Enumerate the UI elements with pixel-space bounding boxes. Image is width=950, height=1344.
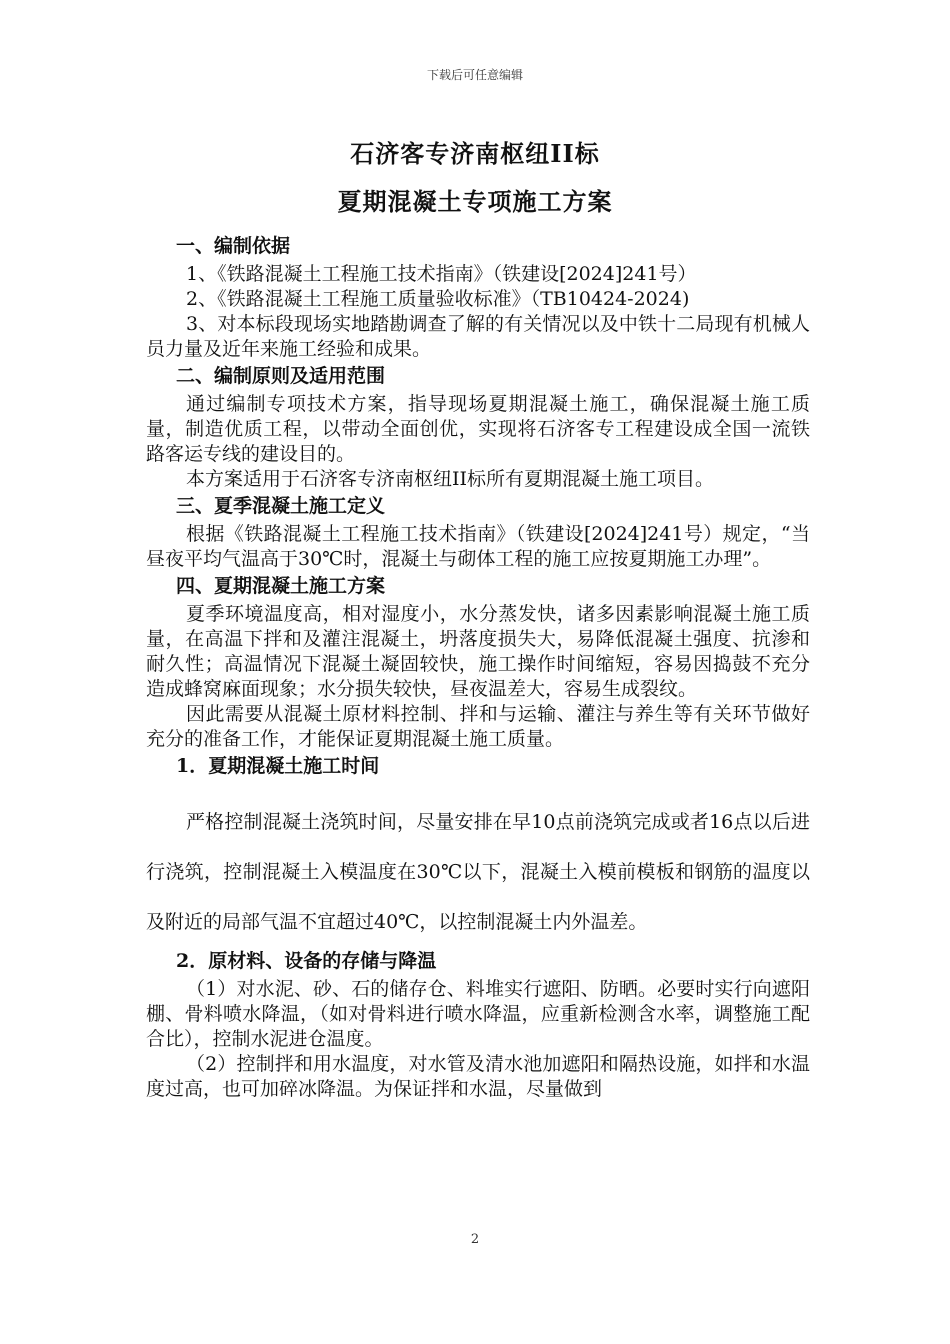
document-subtitle: 夏期混凝土专项施工方案 [337,187,613,216]
materials-paragraph-1: （1）对水泥、砂、石的储存仓、料堆实行遮阳、防晒。必要时实行向遮阳棚、骨料喷水降温，（如对骨料进行喷水降温，应重新检测含水率，调整施工配合比），控制水泥进仓温度。 [146,978,810,1050]
materials-paragraph-2: （2）控制拌和用水温度，对水管及清水池加遮阳和隔热设施，如拌和水温度过高，也可加碎冰降温。为保证拌和水温，尽量做到 [146,1053,810,1100]
basis-item-3: 3、对本标段现场实地踏勘调查了解的有关情况以及中铁十二局现有机械人员力量及近年来施工经验和成果。 [146,313,810,360]
basis-item-2: 2、《铁路混凝土工程施工质量验收标准》（TB10424-2024) [186,288,690,310]
principles-paragraph-1: 通过编制专项技术方案，指导现场夏期混凝土施工，确保混凝土施工质量，制造优质工程，以带动全面创优，实现将石济客专工程建设成全国一流铁路客运专线的建设目的。 [146,393,810,465]
page-header-note: 下载后可任意编辑 [426,68,523,82]
document-title: 石济客专济南枢纽II标 [350,139,600,168]
section-heading-principles: 二、编制原则及适用范围 [176,365,386,387]
section-heading-definition: 三、夏季混凝土施工定义 [176,495,386,517]
section-heading-plan: 四、夏期混凝土施工方案 [176,575,386,597]
subsection-heading-timing: 1．夏期混凝土施工时间 [176,755,380,777]
page-number: 2 [470,1232,480,1247]
definition-paragraph: 根据《铁路混凝土工程施工技术指南》（铁建设[2024]241号）规定，“当昼夜平均气温高于30℃时，混凝土与砌体工程的施工应按夏期施工办理”。 [146,523,810,570]
principles-paragraph-2: 本方案适用于石济客专济南枢纽II标所有夏期混凝土施工项目。 [186,468,715,490]
plan-paragraph-1: 夏季环境温度高，相对湿度小，水分蒸发快，诸多因素影响混凝土施工质量，在高温下拌和及灌注混凝土，坍落度损失大，易降低混凝土强度、抗渗和耐久性；高温情况下混凝土凝固较快，施工操作时间缩短，容易因捣鼓不充分造成蜂窝麻面现象；水分损失较快，昼夜温差大，容易生成裂纹。 [146,603,810,700]
document-body [146,232,810,1102]
timing-paragraph: 严格控制混凝土浇筑时间，尽量安排在早10点前浇筑完成或者16点以后进行浇筑，控制混凝土入模温度在30℃以下，混凝土入模前模板和钢筋的温度以及附近的局部气温不宜超过40℃，以控制混凝土内外温差。 [146,811,810,933]
section-heading-basis: 一、编制依据 [176,235,291,257]
plan-paragraph-2: 因此需要从混凝土原材料控制、拌和与运输、灌注与养生等有关环节做好充分的准备工作，才能保证夏期混凝土施工质量。 [146,703,810,750]
subsection-heading-materials: 2．原材料、设备的存储与降温 [176,950,437,972]
basis-item-1: 1、《铁路混凝土工程施工技术指南》（铁建设[2024]241号） [186,263,697,285]
